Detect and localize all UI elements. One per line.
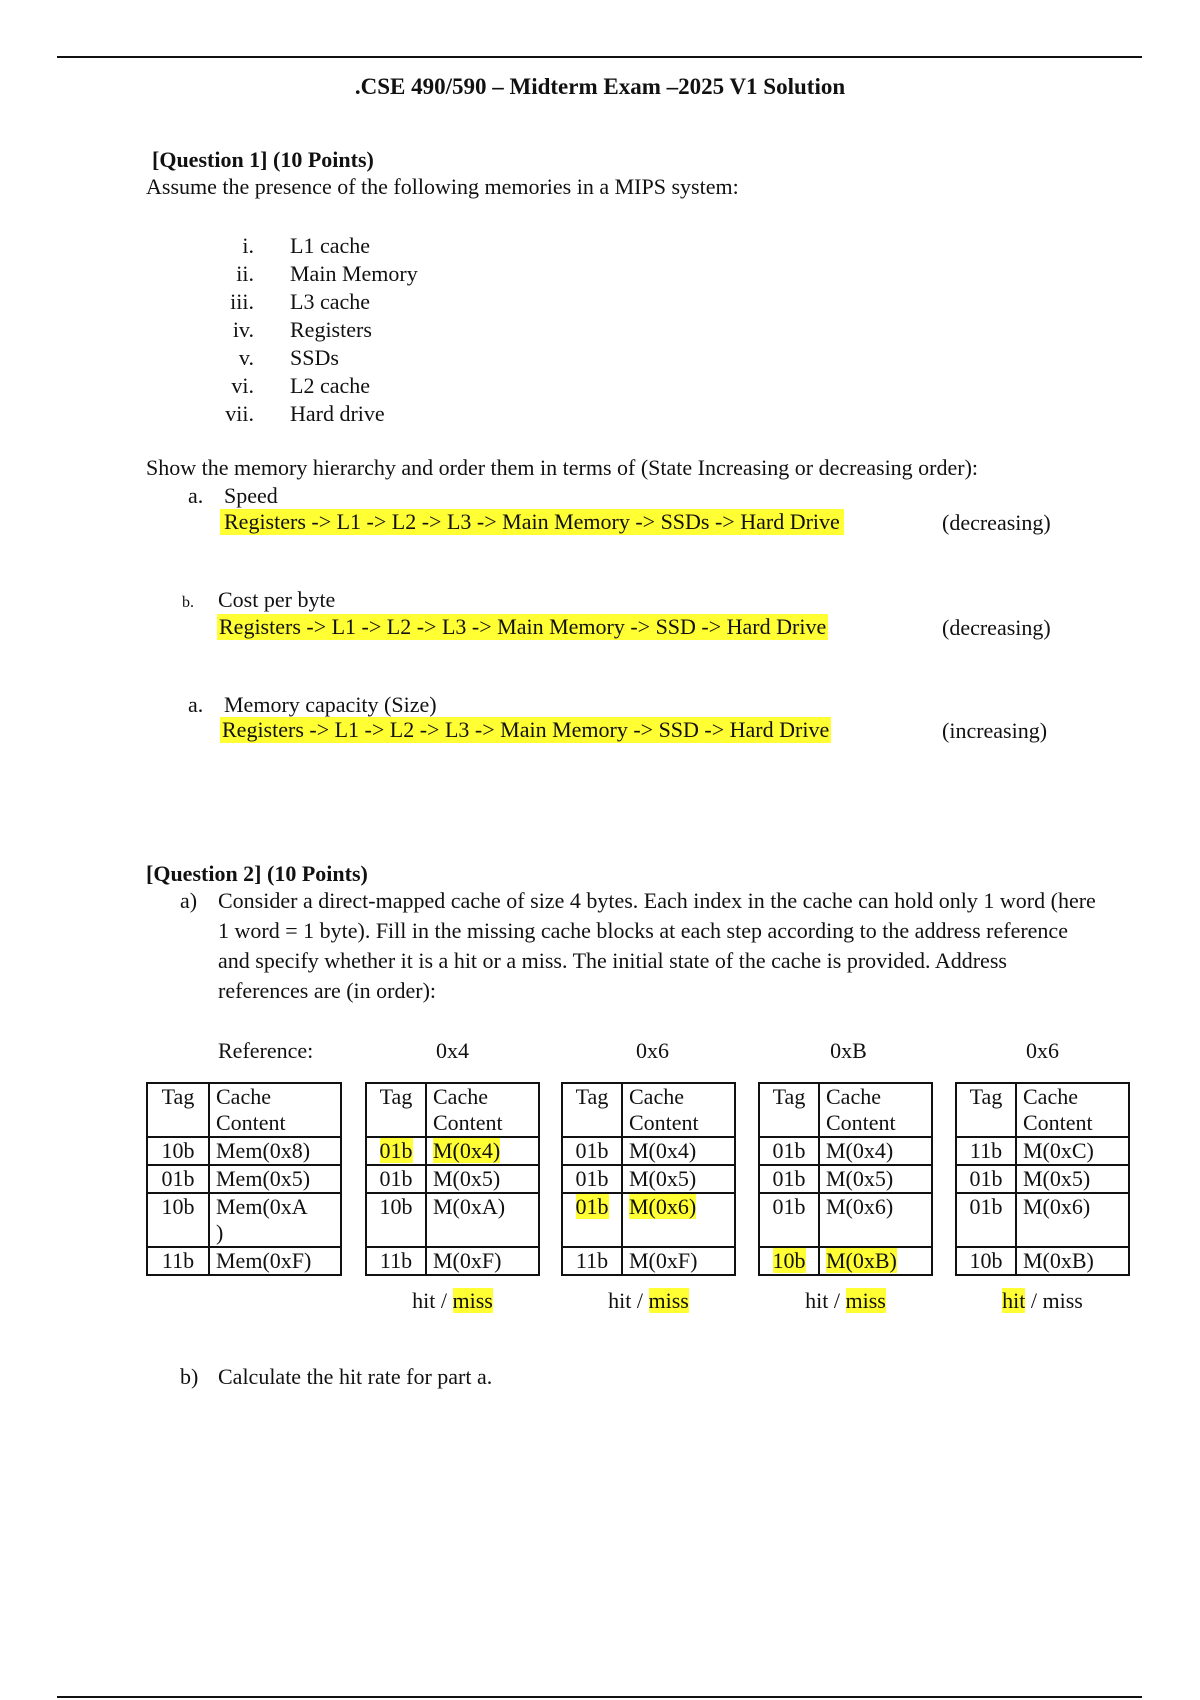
part-letter: a. — [188, 692, 204, 717]
content-cell — [209, 1193, 341, 1247]
tag-cell — [366, 1137, 426, 1165]
hit-miss-label — [758, 1288, 933, 1314]
hit-miss-label — [561, 1288, 736, 1314]
hit-miss-label — [365, 1288, 540, 1314]
content-value: M(0x6) — [629, 1194, 697, 1219]
tag-value: 11b — [379, 1248, 413, 1273]
tag-value: 01b — [772, 1194, 806, 1219]
content-cell — [426, 1137, 539, 1165]
content-cell — [819, 1137, 932, 1165]
part-letter: b. — [182, 594, 194, 611]
content-cell: Mem(0x8) — [209, 1137, 341, 1165]
content-header — [1016, 1083, 1129, 1137]
reference-value: 0x6 — [636, 1038, 669, 1063]
table-row — [759, 1137, 932, 1165]
tag-cell — [956, 1247, 1016, 1275]
tag-value: 11b — [575, 1248, 609, 1273]
tag-header: Tag — [562, 1083, 622, 1137]
content-value: M(0x5) — [629, 1166, 697, 1191]
content-header-line2: Content — [629, 1110, 699, 1135]
answer-speed: Registers -> L1 -> L2 -> L3 -> Main Memory -> SSDs -> Hard Drive — [220, 509, 844, 535]
tag-value: 01b — [379, 1138, 413, 1163]
hit-option: hit — [805, 1288, 829, 1313]
content-cell — [426, 1193, 539, 1247]
tag-cell — [562, 1165, 622, 1193]
content-cell — [622, 1247, 735, 1275]
tag-cell — [366, 1193, 426, 1247]
content-cell — [426, 1247, 539, 1275]
content-header-line1: Cache — [216, 1084, 271, 1109]
memory-name: L1 cache — [290, 233, 370, 258]
table-row — [562, 1137, 735, 1165]
table-row — [147, 1247, 341, 1275]
q2-heading: [Question 2] (10 Points) — [146, 861, 368, 886]
answer-capacity: Registers -> L1 -> L2 -> L3 -> Main Memory -> SSD -> Hard Drive — [222, 717, 830, 742]
reference-value: 0xB — [830, 1038, 867, 1063]
tag-cell — [759, 1247, 819, 1275]
hit-miss-label — [955, 1288, 1130, 1314]
step-cache-table — [955, 1082, 1130, 1276]
memory-num: vi. — [231, 373, 254, 398]
q2-part-a-text: Consider a direct-mapped cache of size 4 bytes. Each index in the cache can hold only 1 word (here 1 word = 1 byte). Fill in the missing cache blocks at each step according to the address reference and specify whether it is a hit or a miss. The initial state of the cache is provided. Address references are (in order): — [218, 888, 1096, 1003]
miss-option: miss — [1042, 1288, 1083, 1313]
tag-cell — [366, 1247, 426, 1275]
page-title: .CSE 490/590 – Midterm Exam –2025 V1 Solution — [354, 74, 846, 99]
memory-name: SSDs — [290, 345, 339, 370]
answer-cost: Registers -> L1 -> L2 -> L3 -> Main Memory -> SSD -> Hard Drive — [219, 614, 827, 639]
content-cell — [819, 1193, 932, 1247]
content-cell — [1016, 1247, 1129, 1275]
q1-intro: Assume the presence of the following memories in a MIPS system: — [146, 174, 739, 199]
tag-value: 01b — [969, 1194, 1003, 1219]
memory-name: Hard drive — [290, 401, 385, 426]
tag-value: 01b — [969, 1166, 1003, 1191]
tag-value: 01b — [575, 1194, 609, 1219]
miss-option: miss — [648, 1288, 689, 1313]
tag-cell — [562, 1247, 622, 1275]
memory-num: iii. — [230, 289, 254, 314]
reference-label: Reference: — [218, 1038, 314, 1063]
reference-value: 0x6 — [1026, 1038, 1059, 1063]
memory-num: i. — [242, 233, 254, 258]
content-cell — [819, 1247, 932, 1275]
tag-header: Tag — [956, 1083, 1016, 1137]
content-header — [209, 1083, 341, 1137]
q2-part-b-text: Calculate the hit rate for part a. — [218, 1364, 493, 1389]
order-speed: (decreasing) — [942, 510, 1051, 535]
part-label: Cost per byte — [218, 587, 336, 612]
content-cell — [1016, 1137, 1129, 1165]
content-cell — [426, 1165, 539, 1193]
table-row — [562, 1165, 735, 1193]
miss-option: miss — [452, 1288, 493, 1313]
memory-num: iv. — [232, 317, 254, 342]
content-value: M(0x5) — [1023, 1166, 1091, 1191]
table-row — [956, 1137, 1129, 1165]
tag-cell: 10b — [147, 1193, 209, 1247]
content-value: M(0x6) — [826, 1194, 894, 1219]
content-header-line2: Content — [433, 1110, 503, 1135]
content-line2: ) — [216, 1220, 224, 1245]
memory-num: vii. — [225, 401, 254, 426]
content-cell — [819, 1165, 932, 1193]
top-rule — [57, 56, 1142, 58]
tag-value: 01b — [575, 1166, 609, 1191]
tag-cell — [956, 1165, 1016, 1193]
tag-value: 10b — [969, 1248, 1003, 1273]
tag-value: 01b — [575, 1138, 609, 1163]
tag-header: Tag — [147, 1083, 209, 1137]
content-value: M(0x4) — [629, 1138, 697, 1163]
table-row — [956, 1165, 1129, 1193]
tag-header: Tag — [759, 1083, 819, 1137]
tag-cell — [759, 1193, 819, 1247]
tag-cell — [956, 1193, 1016, 1247]
tag-cell — [759, 1165, 819, 1193]
part-label: Speed — [224, 483, 278, 508]
content-value: M(0x6) — [1023, 1194, 1091, 1219]
content-value: M(0x5) — [433, 1166, 501, 1191]
content-header — [819, 1083, 932, 1137]
content-value: M(0xB) — [826, 1248, 897, 1273]
content-value: M(0x4) — [826, 1138, 894, 1163]
content-header-line2: Content — [216, 1110, 286, 1135]
content-cell: Mem(0x5) — [209, 1165, 341, 1193]
table-header-row — [366, 1083, 539, 1137]
table-row — [366, 1137, 539, 1165]
content-header-line2: Content — [1023, 1110, 1093, 1135]
table-row — [147, 1165, 341, 1193]
content-cell — [622, 1137, 735, 1165]
content-header — [426, 1083, 539, 1137]
table-row — [366, 1193, 539, 1247]
content-cell — [1016, 1193, 1129, 1247]
hit-miss-separator: / — [631, 1288, 649, 1313]
content-header-line2: Content — [826, 1110, 896, 1135]
tag-cell: 11b — [147, 1247, 209, 1275]
content-value: M(0xB) — [1023, 1248, 1094, 1273]
tag-cell — [759, 1137, 819, 1165]
order-capacity: (increasing) — [942, 718, 1048, 743]
table-row — [759, 1193, 932, 1247]
content-cell: Mem(0xF) — [209, 1247, 341, 1275]
content-header-line1: Cache — [629, 1084, 684, 1109]
table-row — [147, 1193, 341, 1247]
content-line1: Mem(0xA — [216, 1194, 308, 1219]
content-value: M(0x4) — [433, 1138, 501, 1163]
content-header-line1: Cache — [1023, 1084, 1078, 1109]
table-header-row — [147, 1083, 341, 1137]
tag-cell — [956, 1137, 1016, 1165]
q1-heading: [Question 1] (10 Points) — [152, 147, 374, 172]
table-row — [956, 1193, 1129, 1247]
part-label: Memory capacity (Size) — [224, 692, 437, 717]
table-header-row — [956, 1083, 1129, 1137]
q1-prompt: Show the memory hierarchy and order them in terms of (State Increasing or decreasing order): — [146, 455, 979, 480]
memory-name: Main Memory — [290, 261, 418, 286]
table-header-row — [562, 1083, 735, 1137]
content-header-line1: Cache — [826, 1084, 881, 1109]
content-value: M(0xF) — [433, 1248, 502, 1273]
hit-miss-separator: / — [435, 1288, 453, 1313]
table-header-row — [759, 1083, 932, 1137]
tag-cell: 01b — [147, 1165, 209, 1193]
tag-value: 01b — [772, 1166, 806, 1191]
content-cell — [1016, 1165, 1129, 1193]
tag-cell: 10b — [147, 1137, 209, 1165]
table-row — [366, 1165, 539, 1193]
tag-cell — [366, 1165, 426, 1193]
order-cost: (decreasing) — [942, 615, 1051, 640]
hit-miss-separator: / — [828, 1288, 846, 1313]
content-cell — [622, 1165, 735, 1193]
table-row — [956, 1247, 1129, 1275]
content-value: M(0xF) — [629, 1248, 698, 1273]
content-value: M(0xC) — [1023, 1138, 1094, 1163]
memory-num: ii. — [236, 261, 254, 286]
content-value: M(0x5) — [826, 1166, 894, 1191]
table-row — [759, 1165, 932, 1193]
tag-header: Tag — [366, 1083, 426, 1137]
content-value: M(0xA) — [433, 1194, 506, 1219]
tag-cell — [562, 1193, 622, 1247]
q2-part-a-letter: a) — [180, 888, 198, 913]
tag-value: 01b — [379, 1166, 413, 1191]
step-cache-table — [561, 1082, 736, 1276]
memory-name: Registers — [290, 317, 372, 342]
tag-value: 01b — [772, 1138, 806, 1163]
part-letter: a. — [188, 483, 204, 508]
content-header — [622, 1083, 735, 1137]
table-row — [562, 1193, 735, 1247]
tag-value: 11b — [969, 1138, 1003, 1163]
initial-cache-table — [146, 1082, 342, 1276]
hit-option: hit — [412, 1288, 436, 1313]
reference-value: 0x4 — [436, 1038, 469, 1063]
bottom-rule — [57, 1696, 1142, 1698]
memory-num: v. — [238, 345, 254, 370]
tag-value: 10b — [379, 1194, 413, 1219]
tag-cell — [562, 1137, 622, 1165]
content-header-line1: Cache — [433, 1084, 488, 1109]
table-row — [562, 1247, 735, 1275]
step-cache-table — [758, 1082, 933, 1276]
table-row — [147, 1137, 341, 1165]
hit-option: hit — [1002, 1288, 1026, 1313]
table-row — [366, 1247, 539, 1275]
content-cell — [622, 1193, 735, 1247]
miss-option: miss — [845, 1288, 886, 1313]
hit-miss-separator: / — [1025, 1288, 1043, 1313]
table-row — [759, 1247, 932, 1275]
step-cache-table — [365, 1082, 540, 1276]
memory-name: L2 cache — [290, 373, 370, 398]
q2-part-b-letter: b) — [180, 1364, 199, 1389]
memory-name: L3 cache — [290, 289, 370, 314]
hit-option: hit — [608, 1288, 632, 1313]
tag-value: 10b — [772, 1248, 806, 1273]
